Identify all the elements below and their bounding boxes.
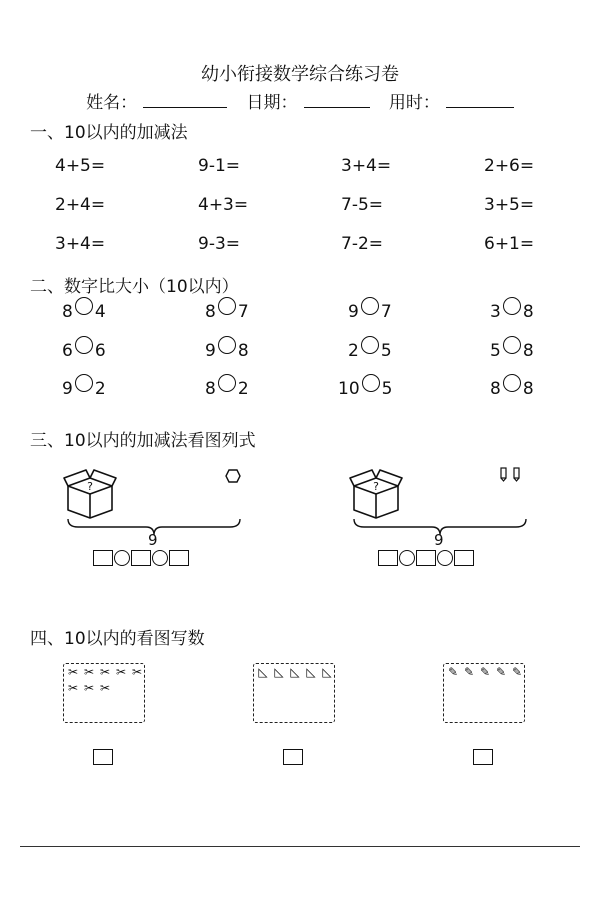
- equation: 2+4=: [55, 195, 106, 215]
- equation: 4+3=: [198, 195, 249, 215]
- compare-item: 9 8: [205, 341, 249, 361]
- pencil-icon: ✎: [479, 665, 491, 679]
- hexagon-icon: [225, 469, 241, 483]
- compare-circle[interactable]: [75, 336, 93, 354]
- compare-circle[interactable]: [503, 297, 521, 315]
- equation: 3+4=: [341, 156, 392, 176]
- compare-item: 8 7: [205, 302, 249, 322]
- scissors-icon: ✂: [67, 665, 79, 679]
- compare-circle[interactable]: [75, 374, 93, 392]
- picture-count-box: [253, 663, 335, 723]
- compare-item: 9 7: [348, 302, 392, 322]
- compare-circle[interactable]: [218, 374, 236, 392]
- box-question-mark: ?: [87, 480, 93, 493]
- compare-item: 6 6: [62, 341, 106, 361]
- box-question-mark: ?: [373, 480, 379, 493]
- answer-box[interactable]: [454, 550, 474, 566]
- answer-row: [93, 550, 189, 566]
- picture-count-box: [443, 663, 525, 723]
- icon-grid: [444, 664, 524, 680]
- scissors-icon: ✂: [83, 681, 95, 695]
- answer-box[interactable]: [131, 550, 151, 566]
- scissors-icon: ✂: [99, 665, 111, 679]
- equation: 6+1=: [484, 234, 535, 254]
- student-info-row: [0, 88, 600, 113]
- equation: 3+4=: [55, 234, 106, 254]
- date-field[interactable]: [304, 93, 370, 108]
- count-answer-box[interactable]: [473, 749, 493, 765]
- answer-box[interactable]: [378, 550, 398, 566]
- answer-box[interactable]: [169, 550, 189, 566]
- compare-item: 10 5: [338, 379, 392, 399]
- operator-circle[interactable]: [152, 550, 168, 566]
- triangle-ruler-icon: ◺: [258, 665, 268, 679]
- compare-item: 9 2: [62, 379, 106, 399]
- equation: 3+5=: [484, 195, 535, 215]
- operator-circle[interactable]: [437, 550, 453, 566]
- picture-count-box: [63, 663, 145, 723]
- equation: 9-1=: [198, 156, 241, 176]
- scissors-icon: ✂: [115, 665, 127, 679]
- pencil-icon: ✎: [511, 665, 523, 679]
- time-field[interactable]: [446, 93, 514, 108]
- compare-circle[interactable]: [361, 297, 379, 315]
- pencil-icon: ✎: [463, 665, 475, 679]
- section2-heading: 二、数字比大小（10以内）: [30, 277, 239, 297]
- operator-circle[interactable]: [399, 550, 415, 566]
- footer-divider: [20, 846, 580, 847]
- compare-item: 5 8: [490, 341, 534, 361]
- triangle-ruler-icon: ◺: [322, 665, 332, 679]
- compare-item: 8 8: [490, 379, 534, 399]
- count-answer-box[interactable]: [93, 749, 113, 765]
- name-label: 姓名：: [86, 93, 138, 113]
- name-field[interactable]: [143, 93, 227, 108]
- answer-box[interactable]: [416, 550, 436, 566]
- compare-circle[interactable]: [503, 336, 521, 354]
- equation: 7-5=: [341, 195, 384, 215]
- compare-circle[interactable]: [218, 336, 236, 354]
- page-title: 幼小衔接数学综合练习卷: [201, 64, 399, 85]
- section4-heading: 四、10以内的看图写数: [30, 629, 205, 649]
- count-answer-box[interactable]: [283, 749, 303, 765]
- brace-total: 9: [148, 531, 158, 549]
- brace-total: 9: [434, 531, 444, 549]
- pencil-icon: [498, 466, 524, 482]
- pencil-icon: ✎: [447, 665, 459, 679]
- icon-grid: [254, 664, 334, 680]
- mystery-box-icon: [348, 466, 404, 520]
- triangle-ruler-icon: ◺: [274, 665, 284, 679]
- section3-heading: 三、10以内的加减法看图列式: [30, 431, 256, 451]
- compare-item: 8 4: [62, 302, 106, 322]
- triangle-ruler-icon: ◺: [306, 665, 316, 679]
- scissors-icon: ✂: [83, 665, 95, 679]
- equation: 4+5=: [55, 156, 106, 176]
- answer-box[interactable]: [93, 550, 113, 566]
- equation: 2+6=: [484, 156, 535, 176]
- answer-row: [378, 550, 474, 566]
- compare-circle[interactable]: [75, 297, 93, 315]
- icon-grid: [64, 664, 144, 696]
- date-label: 日期：: [246, 93, 298, 113]
- compare-item: 2 5: [348, 341, 392, 361]
- compare-circle[interactable]: [361, 336, 379, 354]
- compare-item: 8 2: [205, 379, 249, 399]
- equation: 9-3=: [198, 234, 241, 254]
- scissors-icon: ✂: [67, 681, 79, 695]
- compare-circle[interactable]: [503, 374, 521, 392]
- section1-heading: 一、10以内的加减法: [30, 123, 188, 143]
- compare-item: 3 8: [490, 302, 534, 322]
- compare-circle[interactable]: [362, 374, 380, 392]
- operator-circle[interactable]: [114, 550, 130, 566]
- scissors-icon: ✂: [99, 681, 111, 695]
- pencil-icon: ✎: [495, 665, 507, 679]
- time-label: 用时：: [388, 93, 440, 113]
- equation: 7-2=: [341, 234, 384, 254]
- compare-circle[interactable]: [218, 297, 236, 315]
- mystery-box-icon: [62, 466, 118, 520]
- triangle-ruler-icon: ◺: [290, 665, 300, 679]
- scissors-icon: ✂: [131, 665, 143, 679]
